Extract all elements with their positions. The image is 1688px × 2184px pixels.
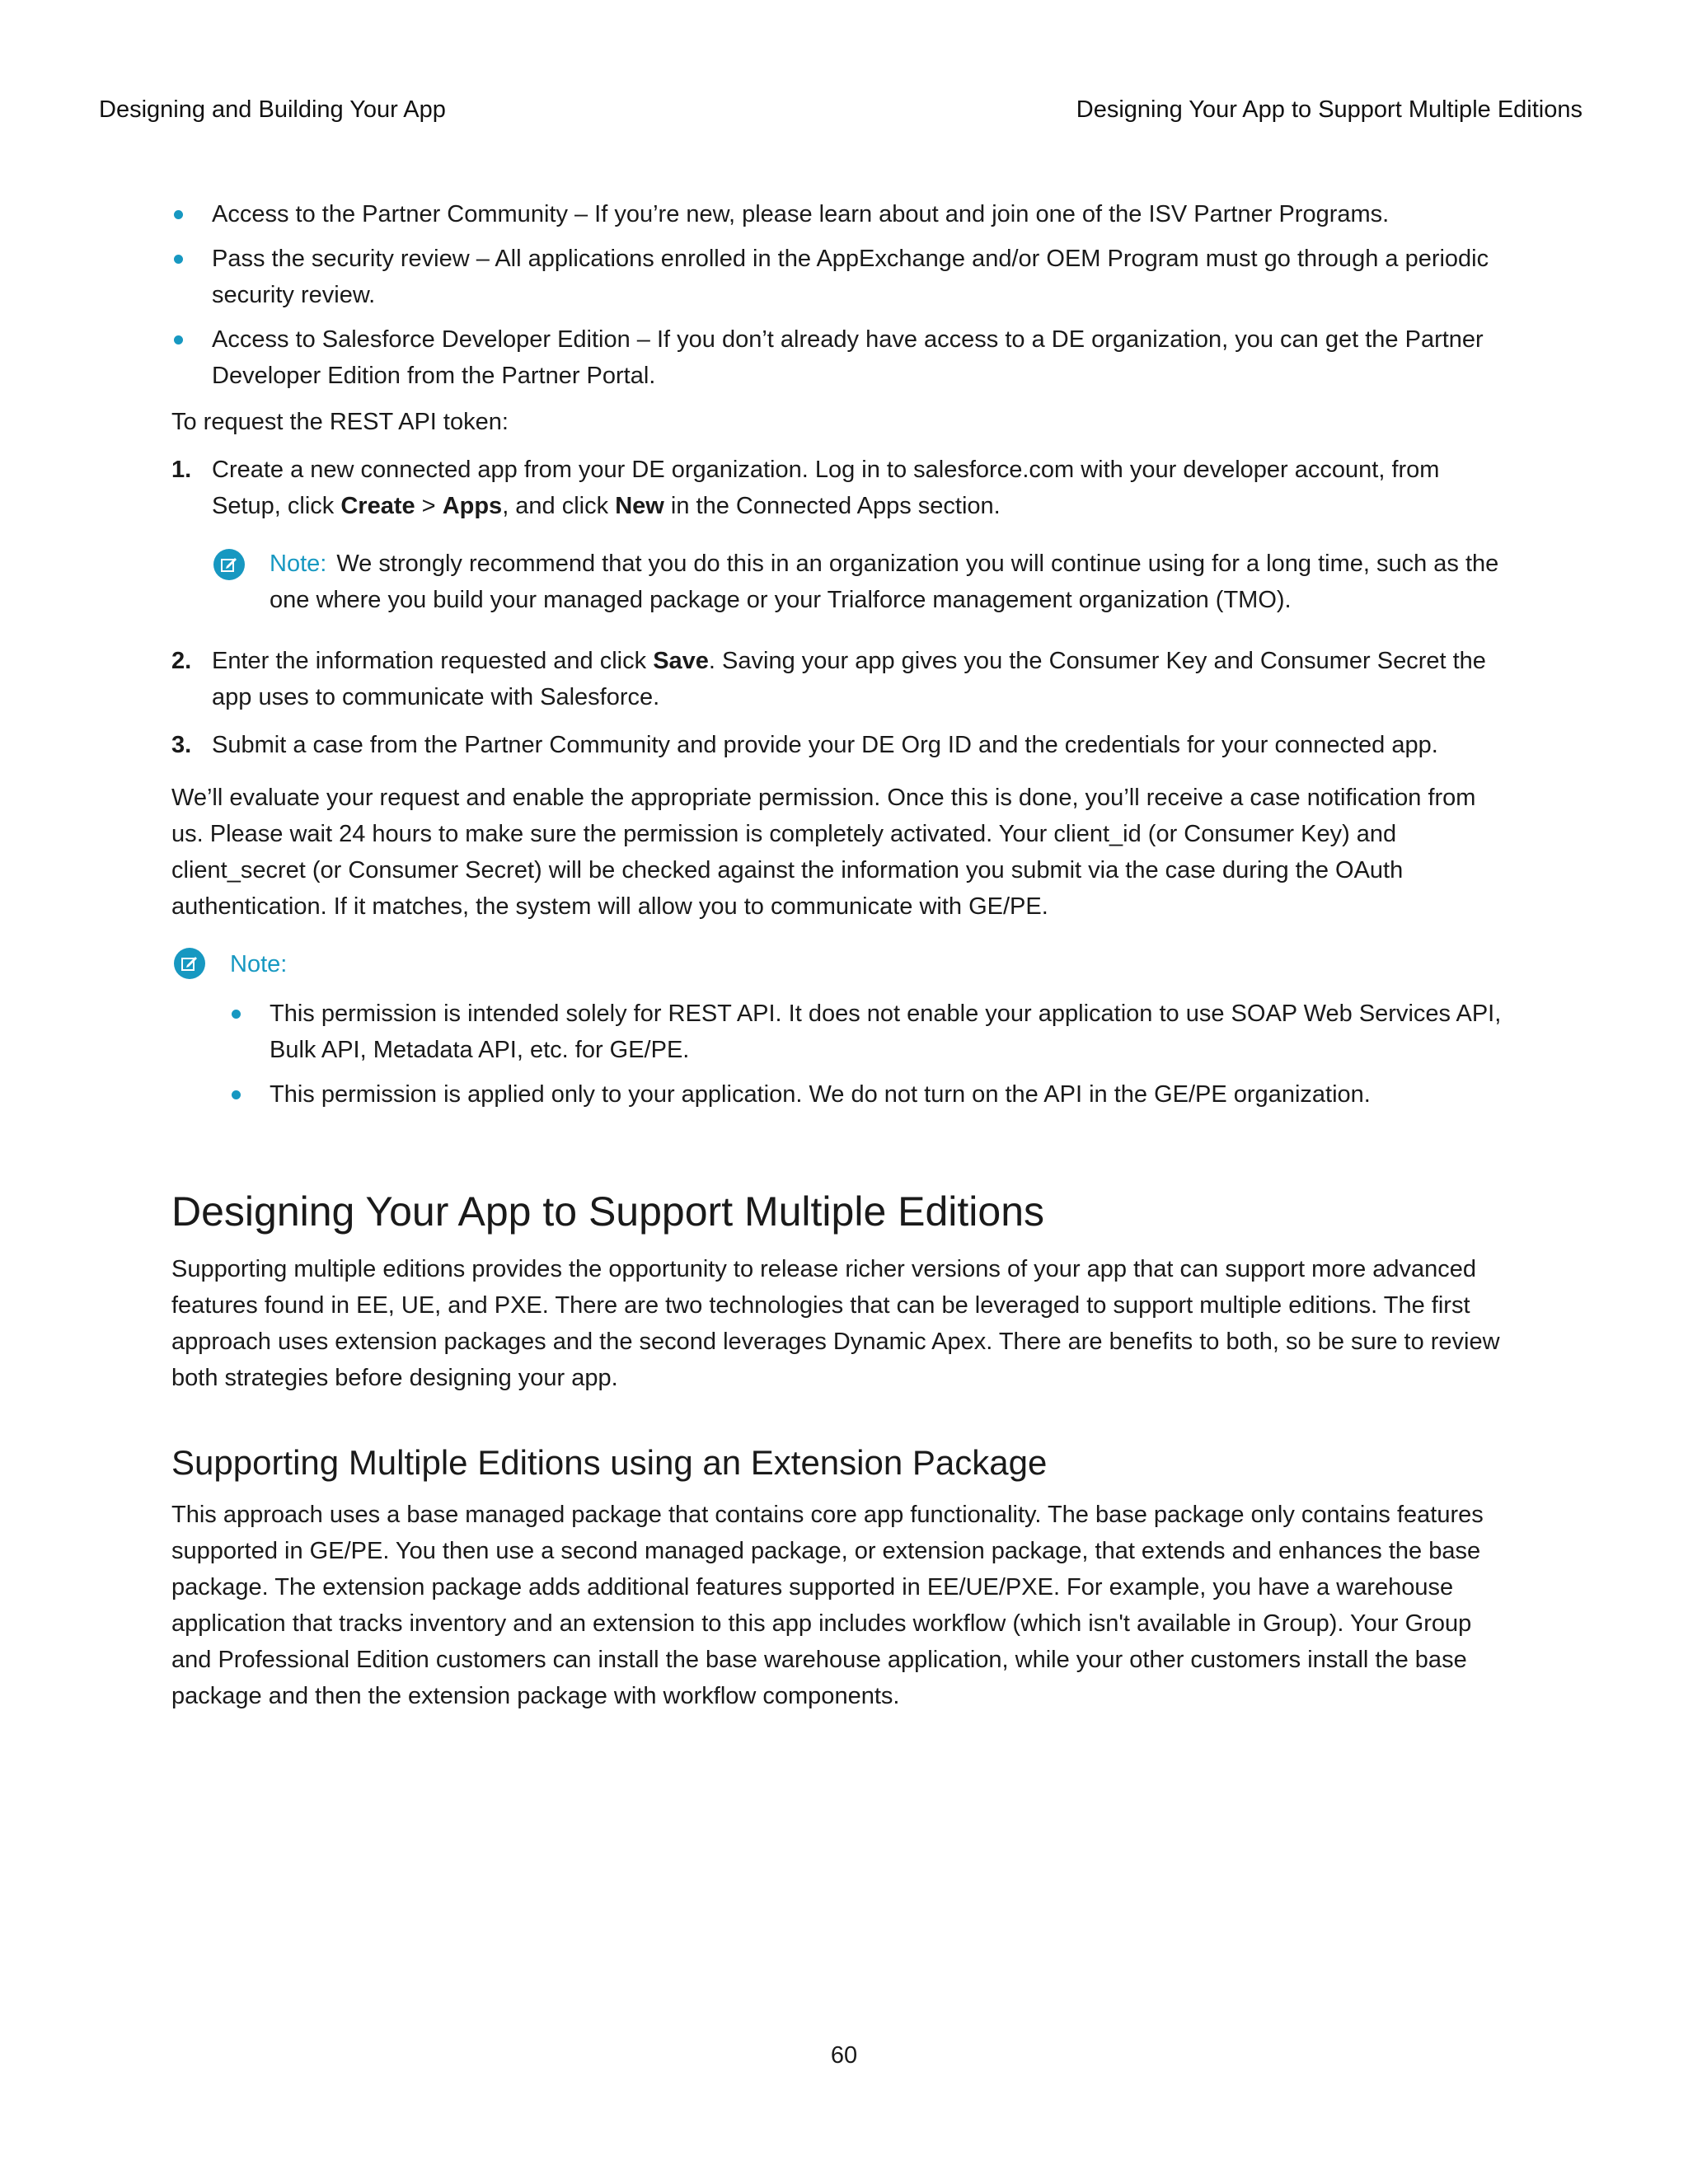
steps-list: [171, 452, 1512, 763]
step-1: [171, 452, 1512, 618]
request-lead: To request the REST API token:: [171, 409, 509, 435]
list-item: Pass the security review – All applications enrolled in the AppExchange and/or OEM Program must go through a periodic security review.: [171, 241, 1512, 313]
subsection-heading: Supporting Multiple Editions using an Extension Package: [171, 1443, 1048, 1482]
list-item: Access to Salesforce Developer Edition – If you don’t already have access to a DE organization, you can get the Partner Developer Edition from the Partner Portal.: [171, 321, 1512, 394]
requirements-list: [171, 196, 1512, 394]
list-item: Access to the Partner Community – If you’re new, please learn about and join one of the ISV Partner Programs.: [171, 196, 1512, 232]
evaluate-paragraph: We’ll evaluate your request and enable the appropriate permission. Once this is done, you’ll receive a case notification from us. Please wait 24 hours to make sure the permission is completely activated. Your client_id (or Consumer Key) and client_secret (or Consumer Secret) will be checked against the information you submit via the case during the OAuth authentication. If it matches, the system will allow you to communicate with GE/PE.: [171, 785, 1476, 920]
note-edit-icon: [213, 549, 245, 580]
ui-term-create: Create: [340, 493, 415, 519]
note-list: [229, 996, 1512, 1113]
note-label: Note:: [270, 551, 327, 577]
running-header-left: Designing and Building Your App: [99, 96, 446, 123]
step-text: Submit a case from the Partner Community and provide your DE Org ID and the credentials for your connected app.: [212, 732, 1438, 758]
section-heading: Designing Your App to Support Multiple Editions: [171, 1188, 1045, 1235]
ui-term-new: New: [615, 493, 664, 519]
step-text: >: [415, 493, 443, 519]
step-2: [171, 643, 1512, 715]
ui-term-save: Save: [653, 648, 709, 674]
step-text: , and click: [502, 493, 616, 519]
list-item: This permission is applied only to your application. We do not turn on the API in the GE/PE organization.: [229, 1076, 1512, 1113]
step-number: 2.: [171, 648, 192, 674]
note-text: We strongly recommend that you do this in an organization you will continue using for a long time, such as the one where you build your managed package or your Trialforce management organization (TMO).: [270, 551, 1499, 613]
page-content: [171, 196, 1512, 1714]
running-header-right: Designing Your App to Support Multiple Editions: [1076, 96, 1582, 123]
step-number: 1.: [171, 457, 192, 483]
step-text: Enter the information requested and click: [212, 648, 654, 674]
page-number: 60: [830, 2042, 858, 2069]
note-edit-icon: [174, 948, 205, 979]
step-number: 3.: [171, 732, 192, 758]
ui-term-apps: Apps: [442, 493, 503, 519]
note-callout: [212, 546, 1512, 618]
note-block: [171, 946, 1512, 1113]
section-body: Supporting multiple editions provides the opportunity to release richer versions of your app that can support more advanced features found in EE, UE, and PXE. There are two technologies that can be leveraged to support multiple editions. The first approach uses extension packages and the second leverages Dynamic Apex. There are benefits to both, so be sure to review both strategies before designing your app.: [171, 1256, 1500, 1391]
note-label: Note:: [230, 951, 288, 977]
step-text: . Saving your app gives you the Consumer Key and Consumer Secret the app uses to communicate with Salesforce.: [212, 648, 1486, 710]
note-header: [171, 946, 1512, 986]
step-text: in the Connected Apps section.: [663, 493, 1001, 519]
step-text: Create a new connected app from your DE organization. Log in to salesforce.com with your developer account, from Setup, click: [212, 457, 1440, 519]
subsection-body: This approach uses a base managed package that contains core app functionality. The base package only contains features supported in GE/PE. You then use a second managed package, or extension package, that extends and enhances the base package. The extension package adds additional features supported in EE/UE/PXE. For example, you have a warehouse application that tracks inventory and an extension to this app includes workflow (which isn't available in Group). Your Group and Professional Edition customers can install the base warehouse application, while your other customers install the base package and then the extension package with workflow components.: [171, 1502, 1484, 1709]
list-item: This permission is intended solely for REST API. It does not enable your application to use SOAP Web Services API, Bulk API, Metadata API, etc. for GE/PE.: [229, 996, 1512, 1068]
step-3: [171, 727, 1512, 763]
